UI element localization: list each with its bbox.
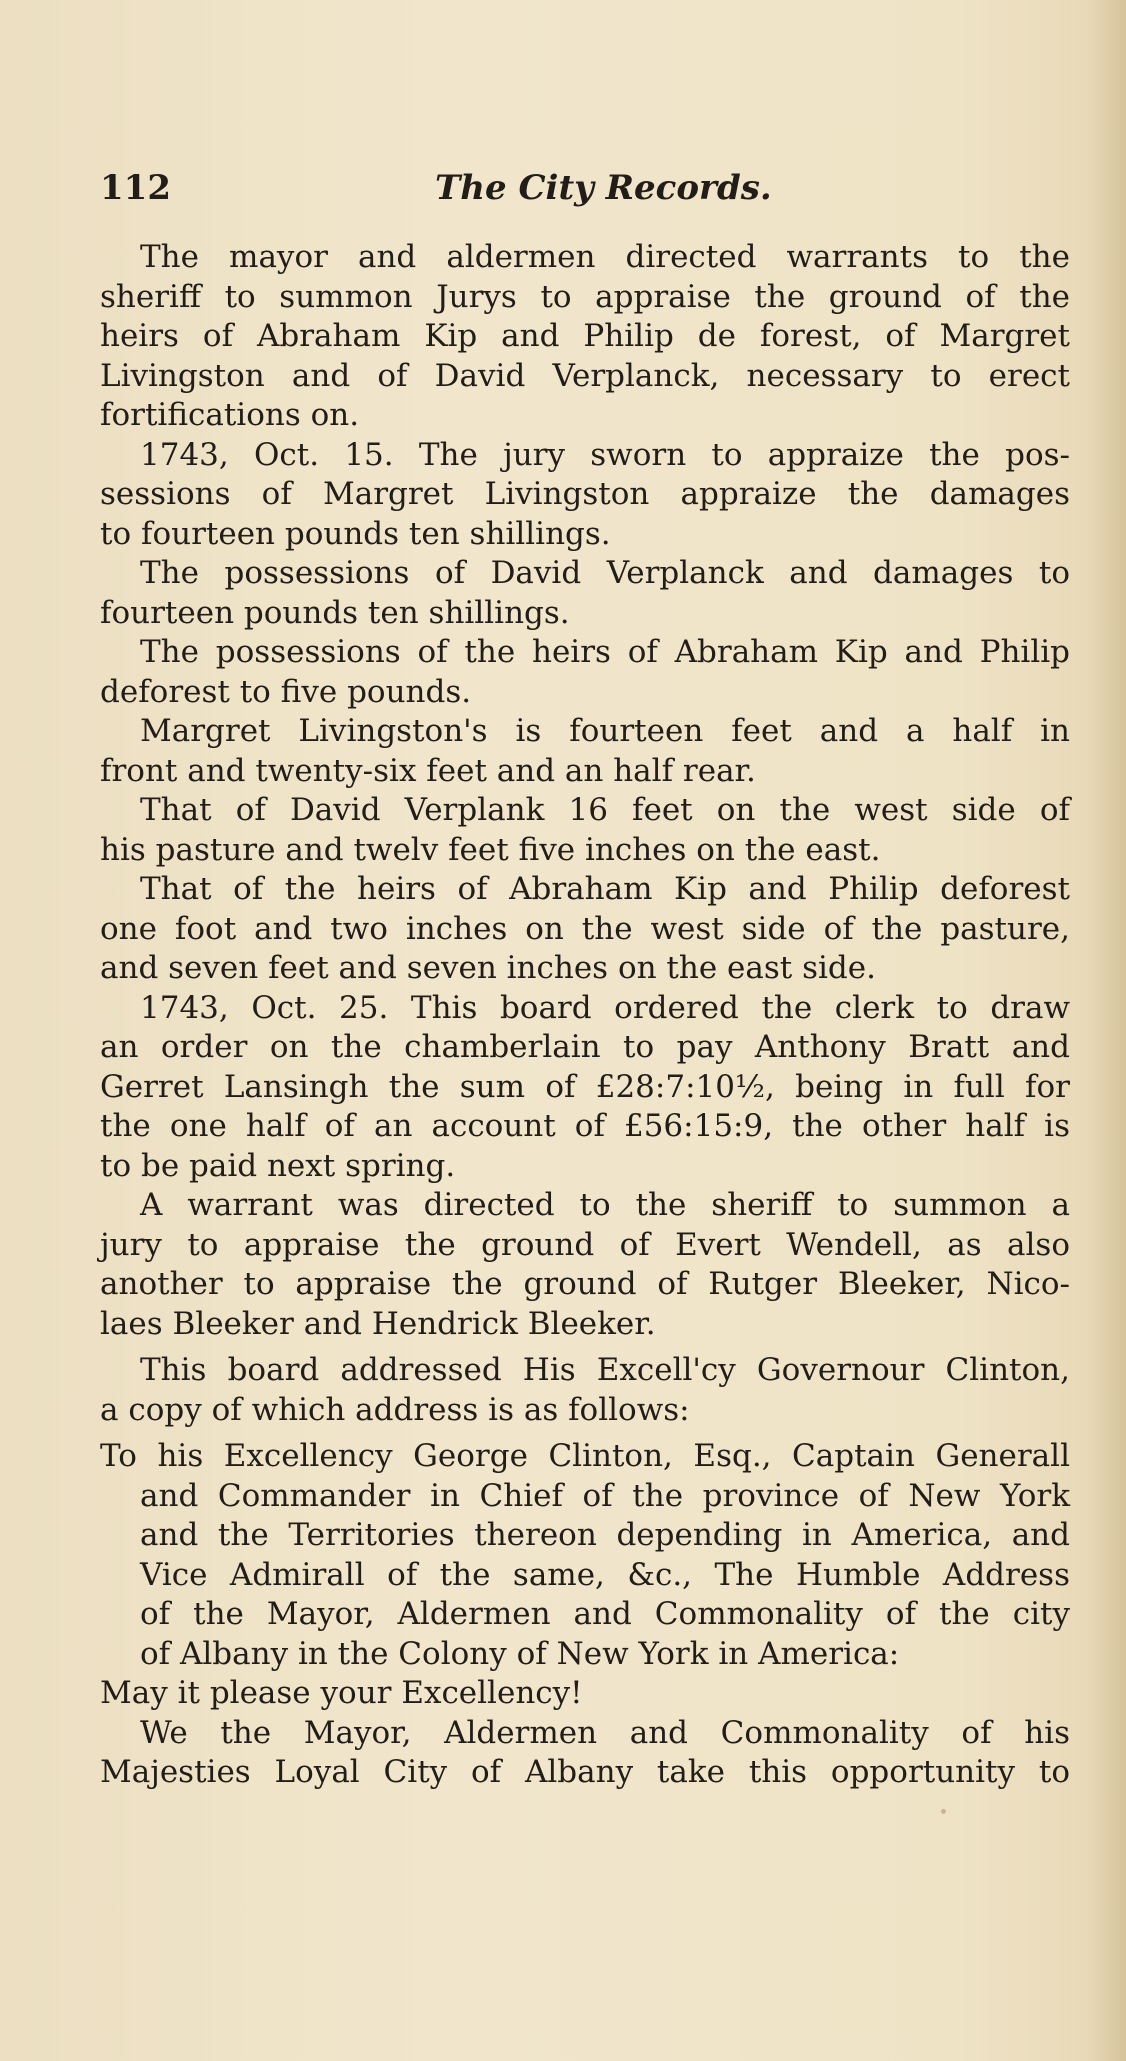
- text-line: his pasture and twelv feet five inches on the east.: [100, 831, 881, 868]
- text-line: heirs of Abraham Kip and Philip de forest, of Margret: [100, 318, 1070, 354]
- text-line: Margret Livingston's is fourteen feet and a half in: [140, 713, 1070, 749]
- text-line: to be paid next spring.: [100, 1147, 456, 1184]
- paper-speck: [941, 1809, 946, 1814]
- address-heading-line: Vice Admirall of the same, &c., The Humble Address: [140, 1556, 1070, 1593]
- address-heading-line: and the Territories thereon depending in America, and: [140, 1517, 1070, 1553]
- address-heading-line: and Commander in Chief of the province of New York: [140, 1477, 1070, 1514]
- text-line: deforest to five pounds.: [100, 673, 472, 710]
- text-line: Gerret Lansingh the sum of £28:7:10½, being in full for: [100, 1068, 1070, 1105]
- page-header: [100, 168, 1070, 218]
- text-line: The possessions of the heirs of Abraham Kip and Philip: [140, 634, 1070, 670]
- text-line: fortifications on.: [100, 397, 360, 433]
- text-line: 1743, Oct. 15. The jury sworn to appraize the pos-: [140, 436, 1070, 473]
- text-line: Majesties Loyal City of Albany take this opportunity to: [100, 1754, 1070, 1790]
- text-line: Livingston and of David Verplanck, necessary to erect: [100, 357, 1070, 394]
- text-line: an order on the chamberlain to pay Anthony Bratt and: [100, 1029, 1070, 1065]
- text-line: the one half of an account of £56:15:9, the other half is: [100, 1108, 1070, 1144]
- address-heading-line: of the Mayor, Aldermen and Commonality of the city: [140, 1596, 1070, 1632]
- page-number: 112: [100, 168, 171, 208]
- text-line: 1743, Oct. 25. This board ordered the clerk to draw: [140, 989, 1070, 1026]
- text-line: sheriff to summon Jurys to appraise the ground of the: [100, 278, 1070, 315]
- text-line: sessions of Margret Livingston appraize the damages: [100, 476, 1070, 512]
- text-line: front and twenty-six feet and an half rear.: [100, 752, 756, 789]
- text-line: one foot and two inches on the west side of the pasture,: [100, 910, 1070, 947]
- text-line: That of David Verplank 16 feet on the west side of: [140, 792, 1070, 828]
- text-line: We the Mayor, Aldermen and Commonality of his: [140, 1714, 1070, 1751]
- text-line: another to appraise the ground of Rutger Bleeker, Nico-: [100, 1266, 1070, 1302]
- text-line: laes Bleeker and Hendrick Bleeker.: [100, 1305, 656, 1342]
- text-line: jury to appraise the ground of Evert Wendell, as also: [100, 1226, 1070, 1263]
- text-line: to fourteen pounds ten shillings.: [100, 515, 611, 552]
- page-gutter-shadow: [1086, 0, 1126, 2061]
- text-line: a copy of which address is as follows:: [100, 1391, 690, 1428]
- salutation-line: May it please your Excellency!: [100, 1675, 583, 1711]
- body-text: [100, 238, 1070, 1793]
- text-line: The mayor and aldermen directed warrants to the: [140, 239, 1070, 275]
- address-heading-line: of Albany in the Colony of New York in America:: [140, 1635, 900, 1672]
- text-line: A warrant was directed to the sheriff to summon a: [140, 1187, 1070, 1223]
- text-line: fourteen pounds ten shillings.: [100, 594, 570, 631]
- text-line: The possessions of David Verplanck and damages to: [140, 555, 1070, 591]
- text-line: That of the heirs of Abraham Kip and Philip deforest: [140, 871, 1070, 907]
- text-line: and seven feet and seven inches on the east side.: [100, 950, 876, 986]
- text-line: This board addressed His Excell'cy Governour Clinton,: [140, 1352, 1070, 1388]
- running-title: The City Records.: [435, 168, 772, 208]
- address-heading-line: To his Excellency George Clinton, Esq., Captain Generall: [100, 1438, 1070, 1474]
